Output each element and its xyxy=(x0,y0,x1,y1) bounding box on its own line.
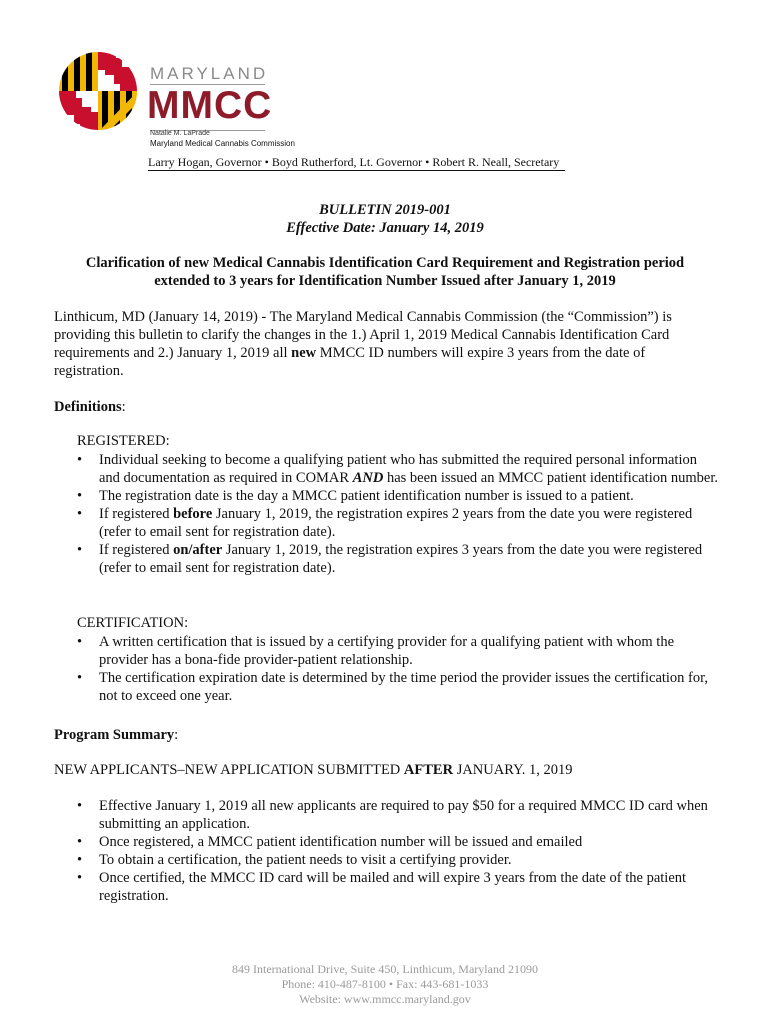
list-item xyxy=(77,851,719,869)
brand-state: MARYLAND xyxy=(150,64,269,83)
maryland-flag-logo xyxy=(58,50,138,132)
certification-heading: CERTIFICATION: xyxy=(77,615,189,631)
list-item xyxy=(77,487,719,505)
program-summary-heading xyxy=(54,726,718,744)
intro-text: Linthicum, MD (January 14, 2019) - The Maryland Medical Cannabis Commission (the “Commission”) is providing this bulletin to clarify the changes in the 1.) April 1, 2019 Medical Cannabis Identification Card requirements and 2.) January 1, 2019 all xyxy=(54,309,672,361)
bullet-icon: • xyxy=(77,852,83,868)
footer-address: 849 International Drive, Suite 450, Linthicum, Maryland 21090 xyxy=(232,962,538,976)
item-text: has been issued an MMCC patient identification number. xyxy=(383,470,718,486)
bulletin-number: BULLETIN 2019-001 xyxy=(319,202,451,218)
bullet-icon: • xyxy=(77,488,83,504)
headline-line: extended to 3 years for Identification Number Issued after January 1, 2019 xyxy=(154,273,616,289)
bullet-icon: • xyxy=(77,452,83,468)
item-emphasis: before xyxy=(173,506,213,522)
list-item xyxy=(77,633,719,669)
definitions-heading xyxy=(54,398,718,416)
item-text: A written certification that is issued by a certifying provider for a qualifying patient with whom the provider has a bona-fide provider-patient relationship. xyxy=(99,634,675,668)
bullet-icon: • xyxy=(77,542,83,558)
bullet-icon: • xyxy=(77,634,83,650)
list-item xyxy=(77,869,719,905)
list-item xyxy=(77,451,719,487)
footer-phone: Phone: 410-487-8100 • Fax: 443-681-1033 xyxy=(281,977,489,991)
heading-text: Program Summary xyxy=(54,727,175,743)
intro-emphasis: new xyxy=(291,345,317,361)
item-text: The certification expiration date is determined by the time period the provider issues the certification for, not to exceed one year. xyxy=(99,670,709,704)
item-text: January 1, 2019, the registration expires 2 years from the date you were registered (refer to email sent for registration date). xyxy=(99,506,693,540)
heading-emphasis: AFTER xyxy=(403,762,454,778)
certification-list xyxy=(77,633,719,705)
heading-text: NEW APPLICANTS–NEW APPLICATION SUBMITTED xyxy=(54,762,404,778)
list-item xyxy=(77,833,719,851)
list-item xyxy=(77,505,719,541)
footer-website: Website: www.mmcc.maryland.gov xyxy=(299,992,471,1006)
new-applicants-heading xyxy=(54,762,572,779)
intro-text: MMCC ID numbers will expire 3 years from the date of registration. xyxy=(54,345,646,379)
registered-heading: REGISTERED: xyxy=(77,433,170,449)
item-text: January 1, 2019, the registration expires 3 years from the date you were registered (refer to email sent for registration date). xyxy=(99,542,703,576)
item-text: If registered xyxy=(99,506,174,522)
item-emphasis: on/after xyxy=(173,542,223,558)
heading-text: JANUARY. 1, 2019 xyxy=(453,762,573,778)
item-text: To obtain a certification, the patient needs to visit a certifying provider. xyxy=(99,852,512,868)
item-text: Effective January 1, 2019 all new applicants are required to pay $50 for a required MMCC ID card when submitting an application. xyxy=(99,798,708,832)
heading-text: Definitions xyxy=(54,399,122,415)
heading-colon: : xyxy=(174,727,179,743)
headline-line: Clarification of new Medical Cannabis Identification Card Requirement and Registration period xyxy=(85,255,685,271)
bullet-icon: • xyxy=(77,834,83,850)
item-text: If registered xyxy=(99,542,174,558)
item-text: Once certified, the MMCC ID card will be mailed and will expire 3 years from the date of the patient registration. xyxy=(99,870,687,904)
list-item xyxy=(77,669,719,705)
bullet-icon: • xyxy=(77,670,83,686)
bullet-icon: • xyxy=(77,506,83,522)
bulletin-headline xyxy=(0,254,770,290)
registered-list xyxy=(77,451,719,577)
brand-title: MMCC xyxy=(147,84,273,127)
brand-organization: Maryland Medical Cannabis Commission xyxy=(150,139,295,148)
item-emphasis: AND xyxy=(352,470,384,486)
list-item xyxy=(77,797,719,833)
item-text: Individual seeking to become a qualifying patient who has submitted the required personal information and documentation as required in COMAR xyxy=(99,452,697,486)
effective-date: Effective Date: January 14, 2019 xyxy=(286,220,484,236)
governor-line: Larry Hogan, Governor • Boyd Rutherford, Lt. Governor • Robert R. Neall, Secretary xyxy=(148,155,565,171)
item-text: The registration date is the day a MMCC patient identification number is issued to a patient. xyxy=(99,488,634,504)
item-text: Once registered, a MMCC patient identification number will be issued and emailed xyxy=(99,834,583,850)
new-applicants-list xyxy=(77,797,719,905)
bullet-icon: • xyxy=(77,870,83,886)
brand-person: Natalie M. LaPrade xyxy=(150,130,210,137)
bullet-icon: • xyxy=(77,798,83,814)
intro-paragraph xyxy=(54,308,718,380)
heading-colon: : xyxy=(121,399,126,415)
list-item xyxy=(77,541,719,577)
